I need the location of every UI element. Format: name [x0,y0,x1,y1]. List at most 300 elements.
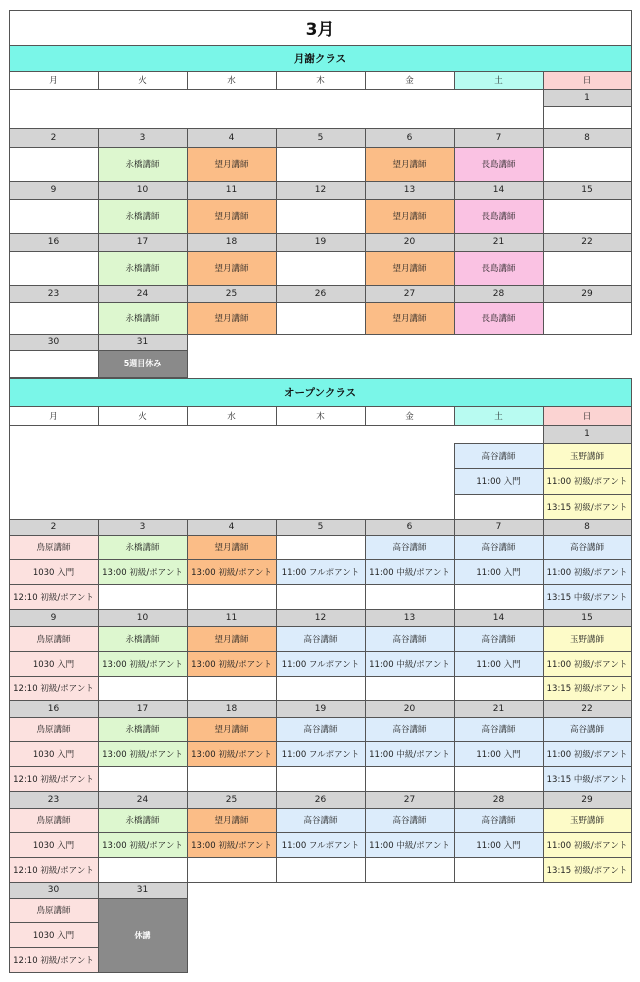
open-time-cell: 12:10 初級/ポアント [9,676,98,700]
open-instructor-cell: 玉野講師 [543,443,631,468]
open-day-number: 5 [276,519,365,535]
open-time-cell: 11:00 フルポアント [276,741,365,766]
grid-line [543,741,632,742]
open-instructor-cell: 玉野講師 [543,808,631,832]
grid-line [9,334,99,335]
open-day-number: 29 [543,791,631,808]
open-day-number: 15 [543,609,631,626]
grid-line [187,128,277,129]
grid-line [543,147,632,148]
grid-line [276,181,366,182]
grid-line [9,626,99,627]
grid-line [543,334,632,335]
grid-line [543,651,632,652]
open-time-cell: 13:15 中級/ポアント [543,584,631,609]
grid-line [365,808,366,883]
grid-line [454,717,455,792]
grid-line [543,181,632,182]
grid-line [365,535,366,610]
open-day-number: 19 [276,700,365,717]
open-day-number: 4 [187,519,276,535]
grid-line [98,147,188,148]
open-day-number: 26 [276,791,365,808]
grid-line [98,609,188,610]
grid-line [187,609,188,627]
monthly-day-number: 13 [365,181,454,199]
grid-line [454,199,544,200]
grid-line [9,425,632,426]
monthly-day-number: 1 [543,89,631,106]
open-time-cell: 13:00 初級/ポアント [187,559,276,584]
grid-line [276,808,277,883]
grid-line [98,285,99,303]
grid-line [9,898,99,899]
grid-line [98,791,99,809]
monthly-day-number: 26 [276,285,365,302]
grid-line [365,791,366,809]
monthly-empty-cell [9,302,98,334]
grid-line [631,626,632,701]
open-instructor-cell: 高谷講師 [276,717,365,741]
grid-line [187,302,188,335]
grid-line [187,626,277,627]
grid-line [543,609,632,610]
grid-line [543,882,632,883]
grid-line [276,832,366,833]
grid-line [365,584,455,585]
grid-line [454,857,544,858]
grid-line [365,199,455,200]
grid-line [454,651,544,652]
grid-line [276,717,277,792]
grid-line [631,443,632,520]
open-time-cell: 12:10 初級/ポアント [9,766,98,791]
grid-line [187,199,188,234]
grid-line [454,717,544,718]
open-day-number: 21 [454,700,543,717]
grid-line [98,519,188,520]
grid-line [543,147,544,182]
grid-line [276,700,277,718]
grid-line [187,626,188,701]
grid-line [98,791,188,792]
open-day-number: 1 [543,425,631,443]
grid-line [9,651,99,652]
grid-line [187,251,188,286]
grid-line [454,251,544,252]
grid-line [9,199,99,200]
monthly-class-cell: 長島講師 [454,147,543,181]
grid-line [98,584,188,585]
monthly-day-number: 6 [365,128,454,147]
grid-line [454,443,455,520]
grid-line [454,808,544,809]
open-time-cell: 11:00 中級/ポアント [365,559,454,584]
grid-line [543,181,544,200]
open-empty-cell [98,766,187,791]
grid-line [98,285,188,286]
grid-line [187,766,277,767]
open-day-number: 23 [9,791,98,808]
grid-line [9,128,99,129]
grid-line [276,609,366,610]
grid-line [365,676,455,677]
grid-line [187,832,277,833]
open-instructor-cell: 高谷講師 [365,808,454,832]
grid-line [454,199,455,234]
grid-line [454,128,544,129]
open-instructor-cell: 鳥原講師 [9,808,98,832]
open-time-cell: 11:00 初級/ポアント [543,468,631,494]
grid-line [365,766,455,767]
monthly-day-number: 30 [9,334,98,350]
grid-line [365,559,455,560]
monthly-empty-cell [9,199,98,233]
grid-line [365,71,366,90]
monthly-class-cell: 望月講師 [365,147,454,181]
grid-line [365,199,366,234]
grid-line [187,651,277,652]
grid-line [187,882,188,899]
monthly-day-number: 2 [9,128,98,147]
grid-line [9,882,99,883]
grid-line [98,535,99,610]
grid-line [276,147,277,182]
grid-line [187,857,277,858]
grid-line [454,808,455,883]
monthly-empty-cell [276,251,365,285]
grid-line [454,700,455,718]
grid-line [187,676,277,677]
grid-line [543,766,632,767]
monthly-day-number: 11 [187,181,276,199]
grid-line [454,302,455,335]
grid-line [543,791,632,792]
open-instructor-cell: 鳥原講師 [9,535,98,559]
grid-line [454,406,455,426]
open-day-number: 9 [9,609,98,626]
grid-line [454,147,455,182]
monthly-day-number: 7 [454,128,543,147]
open-instructor-cell: 高谷講師 [276,626,365,651]
grid-line [631,535,632,610]
grid-line [543,832,632,833]
open-time-cell: 11:00 入門 [454,741,543,766]
open-day-number: 20 [365,700,454,717]
grid-line [9,10,10,46]
grid-line [365,741,455,742]
monthly-class-cell: 望月講師 [187,147,276,181]
grid-line [631,71,632,90]
grid-line [543,251,544,286]
grid-line [187,559,277,560]
grid-line [9,741,99,742]
grid-line [365,700,366,718]
monthly-day-number: 18 [187,233,276,251]
open-instructor-cell: 高谷講師 [365,535,454,559]
grid-line [187,181,188,200]
grid-line [454,832,544,833]
open-day-number: 28 [454,791,543,808]
grid-line [454,741,544,742]
grid-line [543,519,544,536]
grid-line [454,626,544,627]
grid-line [98,233,188,234]
grid-line [631,45,632,72]
open-day-number: 17 [98,700,187,717]
grid-line [631,302,632,335]
monthly-day-number: 21 [454,233,543,251]
grid-line [9,89,10,378]
grid-line [365,808,455,809]
open-instructor-cell: 高谷講師 [543,535,631,559]
monthly-class-cell: 永橋講師 [98,251,187,285]
grid-line [98,181,99,200]
open-weekday-3: 木 [276,406,365,425]
monthly-day-number: 20 [365,233,454,251]
open-instructor-cell: 高谷講師 [276,808,365,832]
grid-line [543,535,632,536]
grid-line [9,584,99,585]
grid-line [276,791,366,792]
grid-line [187,717,277,718]
grid-line [454,494,544,495]
grid-line [9,89,632,90]
open-time-cell: 11:00 初級/ポアント [543,651,631,676]
open-instructor-cell: 高谷講師 [543,717,631,741]
open-empty-cell [98,584,187,609]
grid-line [543,494,632,495]
open-time-cell: 11:00 入門 [454,559,543,584]
monthly-weekday-0: 月 [9,71,98,89]
monthly-empty-cell [9,251,98,285]
grid-line [365,857,455,858]
grid-line [187,233,277,234]
monthly-day-number: 17 [98,233,187,251]
section-header-open: オープンクラス [9,378,631,406]
open-instructor-cell: 高谷講師 [365,626,454,651]
open-closed-cell: 休講 [98,898,187,972]
grid-line [9,45,632,46]
open-time-cell: 11:00 入門 [454,468,543,494]
grid-line [276,406,277,426]
grid-line [276,233,366,234]
grid-line [9,559,99,560]
grid-line [187,147,188,182]
grid-line [365,651,455,652]
grid-line [365,302,455,303]
monthly-empty-cell [543,302,631,334]
grid-line [98,882,99,899]
open-time-cell: 11:00 入門 [454,651,543,676]
open-time-cell: 12:10 初級/ポアント [9,857,98,882]
grid-line [276,717,366,718]
grid-line [543,302,544,335]
grid-line [454,609,544,610]
open-instructor-cell: 永橋講師 [98,626,187,651]
open-day-number: 12 [276,609,365,626]
grid-line [543,233,632,234]
monthly-day-number: 8 [543,128,631,147]
open-instructor-cell: 玉野講師 [543,626,631,651]
grid-line [276,251,277,286]
grid-line [9,147,99,148]
open-time-cell: 1030 入門 [9,651,98,676]
grid-line [9,251,99,252]
grid-line [276,233,277,252]
grid-line [454,147,544,148]
grid-line [9,233,99,234]
grid-line [276,199,366,200]
open-day-number: 31 [98,882,187,898]
grid-line [276,519,366,520]
grid-line [454,609,455,627]
grid-line [9,972,99,973]
grid-line [9,717,99,718]
grid-line [276,584,366,585]
grid-line [187,791,188,809]
grid-line [276,128,366,129]
open-day-number: 22 [543,700,631,717]
grid-line [365,233,366,252]
grid-line [187,882,277,883]
grid-line [454,443,544,444]
grid-line [454,535,455,610]
grid-line [9,609,99,610]
grid-line [543,89,544,107]
grid-line [276,535,366,536]
monthly-day-number: 23 [9,285,98,302]
open-instructor-cell: 高谷講師 [454,626,543,651]
monthly-day-number: 5 [276,128,365,147]
grid-line [365,181,455,182]
grid-line [187,791,277,792]
grid-line [543,676,632,677]
grid-line [98,626,99,701]
open-empty-cell [454,676,543,700]
grid-line [98,302,188,303]
grid-line [187,700,188,718]
grid-line [276,626,366,627]
grid-line [98,766,188,767]
open-day-number: 14 [454,609,543,626]
open-weekday-1: 火 [98,406,187,425]
open-instructor-cell: 高谷講師 [454,717,543,741]
monthly-class-cell: 望月講師 [187,199,276,233]
grid-line [98,128,188,129]
open-weekday-0: 月 [9,406,98,425]
grid-line [9,45,10,72]
grid-line [543,89,632,90]
open-empty-cell [276,857,365,882]
grid-line [543,233,544,252]
grid-line [98,898,99,973]
grid-line [98,251,188,252]
grid-line [454,766,544,767]
open-empty-cell [98,676,187,700]
grid-line [98,334,99,351]
grid-line [631,791,632,809]
grid-line [9,766,99,767]
monthly-day-number: 15 [543,181,631,199]
grid-line [9,832,99,833]
grid-line [631,808,632,883]
grid-line [543,199,544,234]
grid-line [365,302,366,335]
grid-line [187,808,188,883]
grid-line [276,71,277,90]
grid-line [9,425,10,520]
grid-line [543,559,632,560]
grid-line [631,147,632,182]
grid-line [543,106,632,107]
open-empty-cell [365,676,454,700]
grid-line [187,199,277,200]
grid-line [543,443,544,520]
grid-line [365,519,455,520]
open-instructor-cell: 永橋講師 [98,535,187,559]
grid-line [9,406,10,426]
open-time-cell: 13:15 初級/ポアント [543,494,631,519]
open-day-number: 27 [365,791,454,808]
grid-line [98,609,99,627]
open-time-cell: 11:00 中級/ポアント [365,741,454,766]
monthly-weekday-4: 金 [365,71,454,89]
open-day-number: 11 [187,609,276,626]
grid-line [9,519,99,520]
grid-line [98,626,188,627]
open-day-number: 18 [187,700,276,717]
open-instructor-cell: 鳥原講師 [9,626,98,651]
grid-line [9,302,99,303]
grid-line [98,535,188,536]
open-day-number: 7 [454,519,543,535]
grid-line [365,717,455,718]
open-weekday-5: 土 [454,406,543,425]
open-empty-cell [276,584,365,609]
monthly-weekday-5: 土 [454,71,543,89]
grid-line [187,302,277,303]
grid-line [187,147,277,148]
monthly-day-number: 14 [454,181,543,199]
open-time-cell: 11:00 初級/ポアント [543,741,631,766]
grid-line [543,128,632,129]
grid-line [98,199,99,234]
monthly-weekday-2: 水 [187,71,276,89]
grid-line [9,791,99,792]
open-instructor-cell: 望月講師 [187,717,276,741]
grid-line [631,128,632,148]
monthly-day-number: 16 [9,233,98,251]
grid-line [543,468,632,469]
grid-line [187,700,277,701]
open-day-number: 10 [98,609,187,626]
grid-line [276,285,366,286]
grid-line [454,233,455,252]
open-instructor-cell: 鳥原講師 [9,898,98,922]
grid-line [98,808,188,809]
monthly-day-number: 10 [98,181,187,199]
grid-line [187,334,188,351]
grid-line [454,791,455,809]
open-instructor-cell: 望月講師 [187,535,276,559]
grid-line [9,808,99,809]
grid-line [187,609,277,610]
grid-line [365,717,366,792]
grid-line [631,251,632,286]
grid-line [276,700,366,701]
grid-line [98,406,99,426]
